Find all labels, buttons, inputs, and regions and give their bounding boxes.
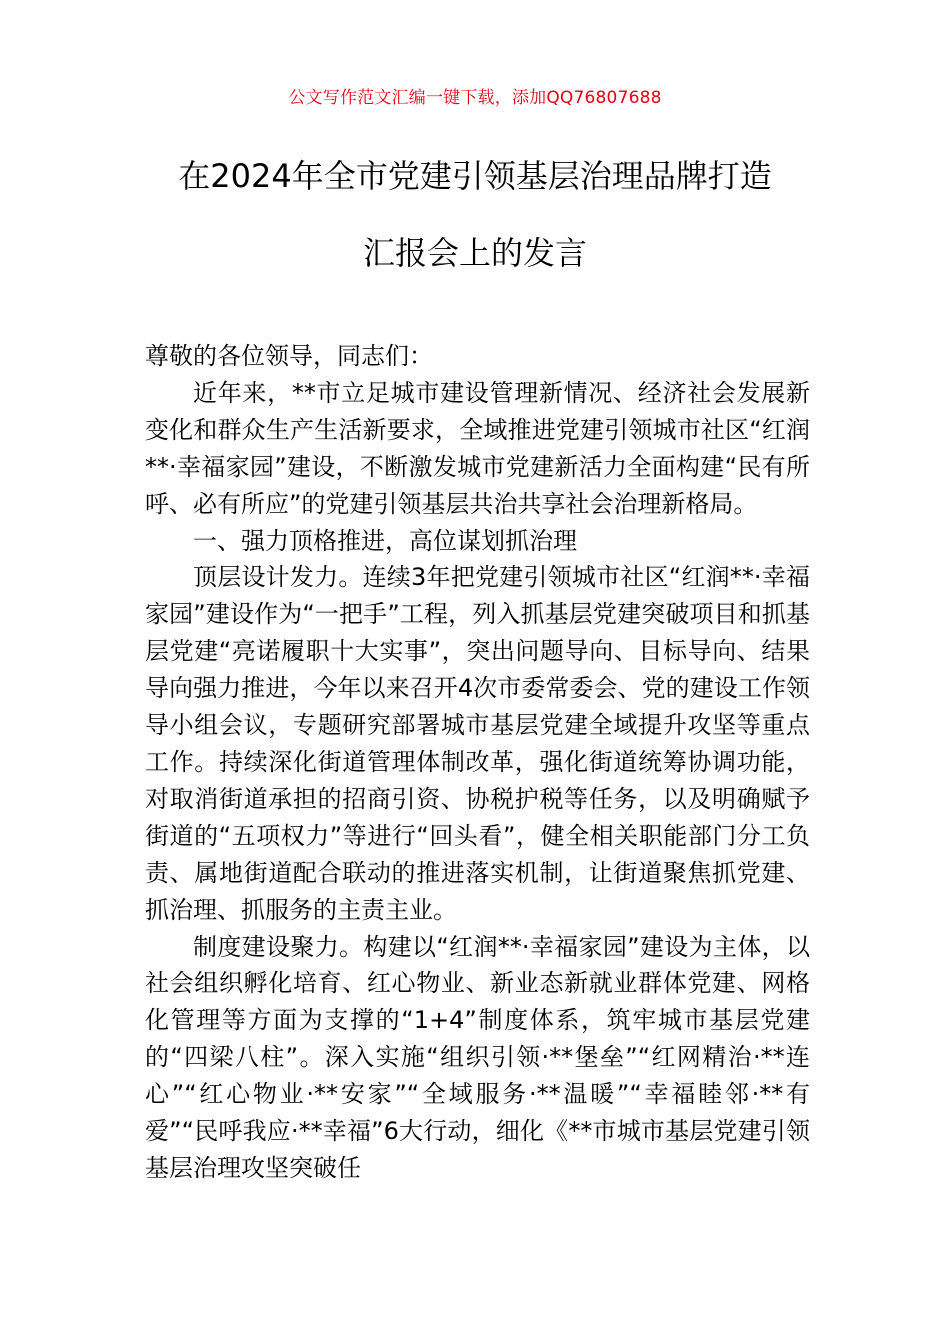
document-body (145, 338, 810, 1187)
document-title (100, 150, 850, 304)
title-line-2: 汇报会上的发言 (362, 234, 587, 272)
body-paragraph: 顶层设计发力。连续3年把党建引领城市社区“红润**·幸福家园”建设作为“一把手”工程，列入抓基层党建突破项目和抓基层党建“亮诺履职十大实事”，突出问题导向、目标导向、结果导向强力推进，今年以来召开4次市委常委会、党的建设工作领导小组会议，专题研究部署城市基层党建全域提升攻坚等重点工作。持续深化街道管理体制改革，强化街道统筹协调功能，对取消街道承担的招商引资、协税护税等任务，以及明确赋予街道的“五项权力”等进行“回头看”，健全相关职能部门分工负责、属地街道配合联动的推进落实机制，让街道聚焦抓党建、抓治理、抓服务的主责主业。 (145, 563, 810, 924)
title-line-1: 在2024年全市党建引领基层治理品牌打造 (178, 157, 772, 195)
download-banner: 公文写作范文汇编一键下载，添加QQ76807688 (288, 88, 662, 108)
section-heading: 一、强力顶格推进，高位谋划抓治理 (193, 526, 577, 555)
salutation: 尊敬的各位领导，同志们： (145, 342, 433, 370)
intro-paragraph: 近年来，**市立足城市建设管理新情况、经济社会发展新变化和群众生产生活新要求，全域推进党建引领城市社区“红润**·幸福家园”建设，不断激发城市党建新活力全面构建“民有所呼、必有所应”的党建引领基层共治共享社会治理新格局。 (145, 378, 810, 518)
body-paragraph: 制度建设聚力。构建以“红润**·幸福家园”建设为主体，以社会组织孵化培育、红心物业、新业态新就业群体党建、网格化管理等方面为支撑的“1+4”制度体系，筑牢城市基层党建的“四梁八柱”。深入实施“组织引领·**堡垒”“红网精治·**连心”“红心物业·**安家”“全域服务·**温暖”“幸福睦邻·**有爱”“民呼我应·**幸福”6大行动，细化《**市城市基层党建引领基层治理攻坚突破任 (145, 932, 810, 1182)
